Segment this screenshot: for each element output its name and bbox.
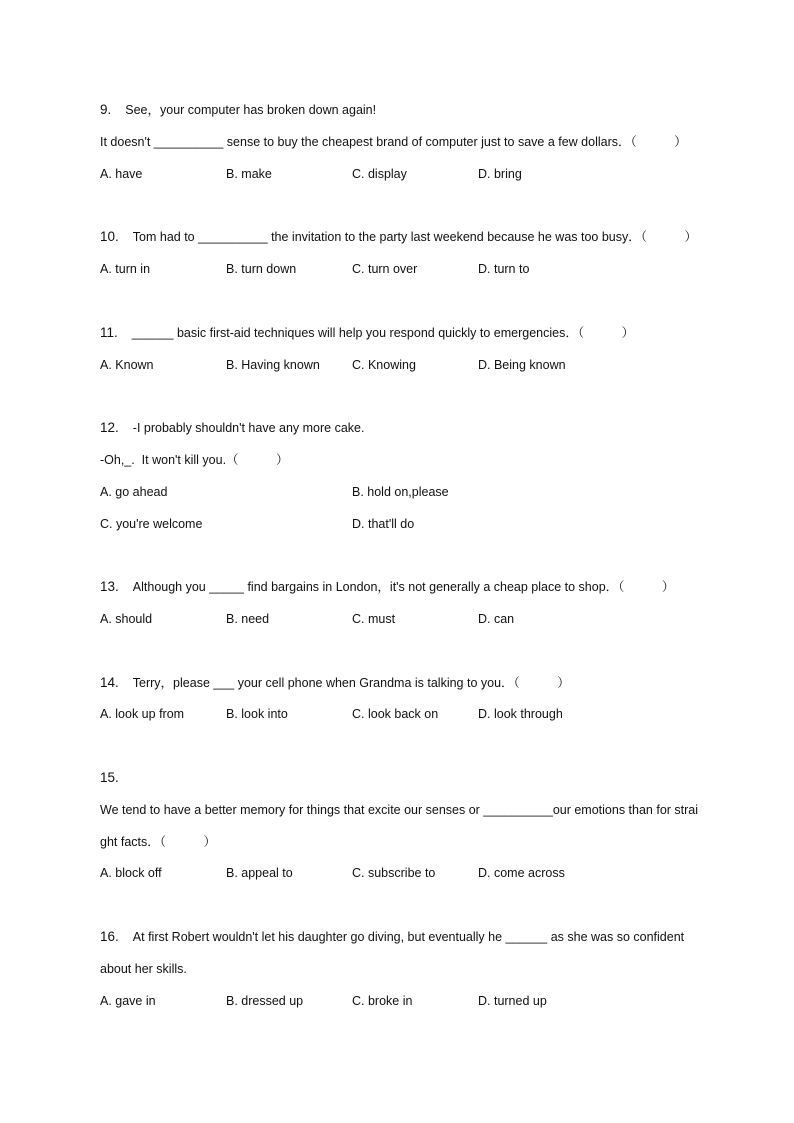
question-16-line-2: about her skills. [100, 962, 187, 976]
option-a: A. gave in [100, 994, 156, 1008]
option-d: D. Being known [478, 358, 566, 372]
question-number: 12. [100, 420, 119, 435]
question-16-line-1 [100, 929, 684, 945]
option-c: C. must [352, 612, 396, 626]
option-c: C. Knowing [352, 358, 416, 372]
option-a: A. Known [100, 358, 154, 372]
question-12-line-1 [100, 420, 364, 436]
question-number: 10. [100, 229, 119, 244]
option-c: C. turn over [352, 262, 418, 276]
question-15-line-1 [100, 770, 133, 786]
question-9-line-2: It doesn't __________ sense to buy the cheapest brand of computer just to save a few dollars．（ ） [100, 135, 687, 149]
option-a: A. should [100, 612, 153, 626]
question-number: 15. [100, 770, 119, 785]
option-c: C. display [352, 167, 407, 181]
option-b: B. Having known [226, 358, 320, 372]
option-d: D. turn to [478, 262, 530, 276]
question-number: 16. [100, 929, 119, 944]
option-c: C. you're welcome [100, 517, 203, 531]
question-text: Tom had to __________ the invitation to the party last weekend because he was too busy．（ ） [132, 230, 698, 244]
option-d: D. that'll do [352, 517, 415, 531]
option-b: B. hold on,please [352, 485, 449, 499]
option-d: D. look through [478, 707, 563, 721]
question-number: 9. [100, 102, 112, 117]
question-text: At first Robert wouldn't let his daughter go diving, but eventually he ______ as she was so confident [132, 930, 685, 944]
question-text: ______ basic first-aid techniques will help you respond quickly to emergencies．（ ） [131, 326, 635, 340]
question-13-line-1 [100, 579, 674, 595]
question-text: See，your computer has broken down again! [125, 103, 377, 117]
question-11-line-1 [100, 325, 634, 341]
question-text: -I probably shouldn't have any more cake. [132, 421, 365, 435]
option-b: B. need [226, 612, 270, 626]
question-15-line-3: ght facts．（ ） [100, 835, 216, 849]
question-9-line-1 [100, 102, 376, 118]
question-10-line-1 [100, 229, 697, 245]
option-a: A. block off [100, 866, 162, 880]
question-number: 13. [100, 579, 119, 594]
option-b: B. look into [226, 707, 288, 721]
question-text: Terry，please ___ your cell phone when Grandma is talking to you．（ ） [132, 676, 570, 690]
option-b: B. turn down [226, 262, 297, 276]
option-c: C. broke in [352, 994, 413, 1008]
option-b: B. dressed up [226, 994, 304, 1008]
question-number: 14. [100, 675, 119, 690]
option-a: A. go ahead [100, 485, 168, 499]
question-14-line-1 [100, 675, 570, 691]
question-number: 11. [100, 325, 118, 340]
option-a: A. have [100, 167, 143, 181]
option-d: D. come across [478, 866, 565, 880]
question-12-line-2: -Oh,_. It won't kill you.（ ） [100, 453, 289, 467]
question-text: Although you _____ find bargains in London，it's not generally a cheap place to shop．（ ） [132, 580, 675, 594]
option-b: B. appeal to [226, 866, 293, 880]
option-a: A. turn in [100, 262, 151, 276]
option-d: D. can [478, 612, 515, 626]
option-c: C. look back on [352, 707, 439, 721]
question-15-line-2: We tend to have a better memory for things that excite our senses or __________our emotions than for strai [100, 803, 699, 817]
option-d: D. turned up [478, 994, 547, 1008]
option-c: C. subscribe to [352, 866, 436, 880]
option-b: B. make [226, 167, 272, 181]
option-a: A. look up from [100, 707, 185, 721]
option-d: D. bring [478, 167, 522, 181]
